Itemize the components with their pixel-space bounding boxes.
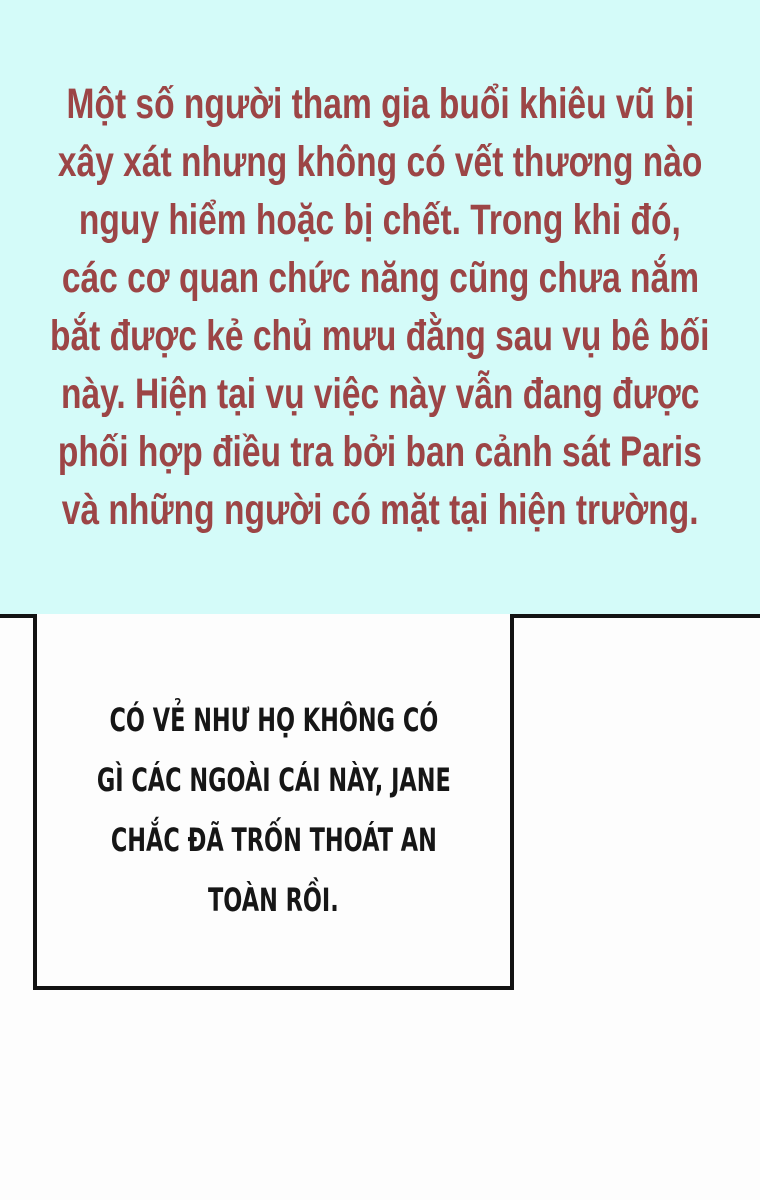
caption-line: bắt được kẻ chủ mưu đằng sau vụ bê bối (50, 312, 710, 360)
speech-bubble-line: CÓ VẺ NHƯ HỌ KHÔNG CÓ (109, 701, 438, 739)
speech-bubble-line: CHẮC ĐÃ TRỐN THOÁT AN (110, 821, 437, 859)
speech-bubble-line: GÌ CÁC NGOÀI CÁI NÀY, JANE (96, 761, 451, 799)
speech-bubble-text (37, 690, 510, 930)
caption-line: nguy hiểm hoặc bị chết. Trong khi đó, (79, 196, 681, 244)
caption-line: xây xát nhưng không có vết thương nào (57, 138, 703, 186)
caption-line: Một số người tham gia buổi khiêu vũ bị (66, 80, 694, 128)
caption-line: và những người có mặt tại hiện trường. (61, 486, 699, 534)
speech-bubble-line: TOÀN RỒI. (208, 881, 339, 919)
caption-line: phối hợp điều tra bởi ban cảnh sát Paris (57, 428, 703, 476)
speech-bubble (33, 556, 514, 990)
caption-line: này. Hiện tại vụ việc này vẫn đang được (60, 370, 700, 418)
caption-line: các cơ quan chức năng cũng chưa nắm (61, 254, 699, 302)
